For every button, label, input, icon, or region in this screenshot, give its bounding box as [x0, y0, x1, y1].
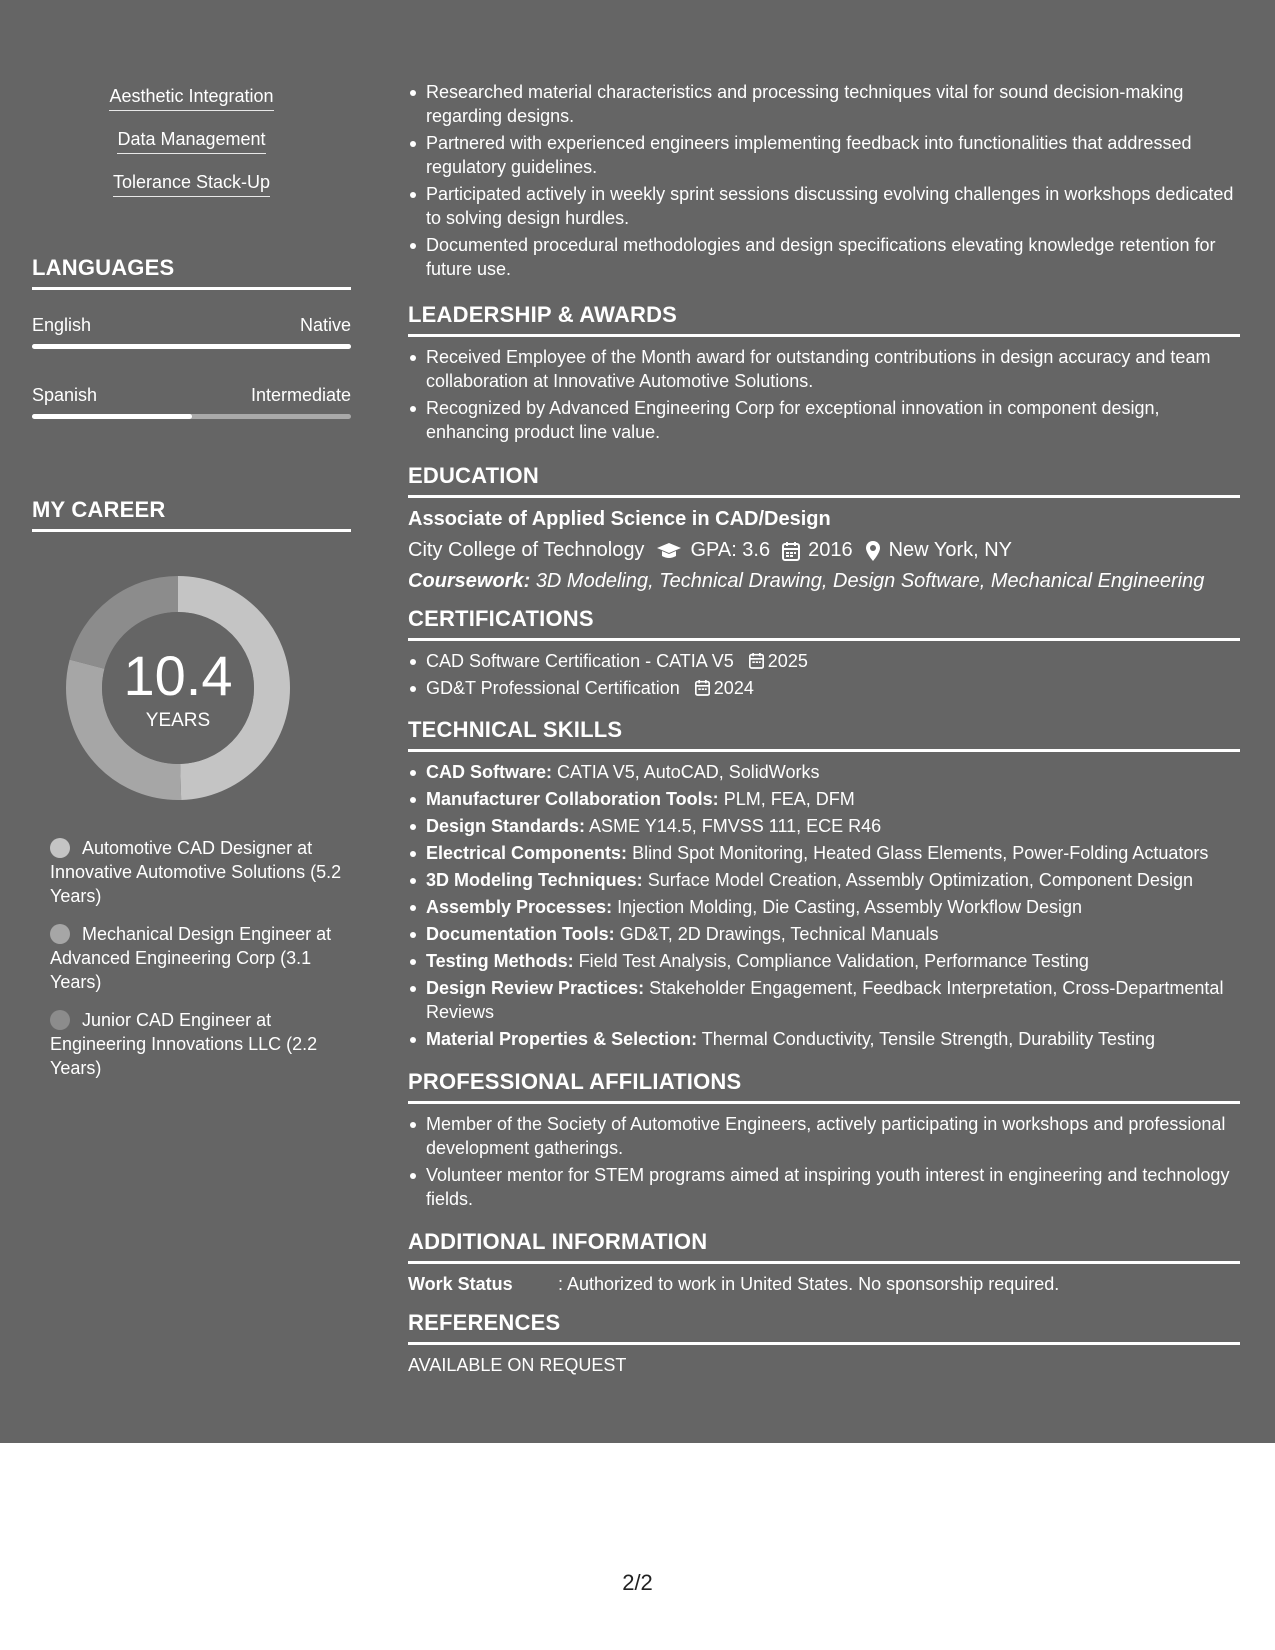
- career-item: [50, 922, 350, 994]
- tech-skill-value: Injection Molding, Die Casting, Assembly Workflow Design: [617, 897, 1082, 917]
- leadership-section: [408, 302, 1240, 447]
- tech-skill-item: [408, 787, 1240, 811]
- coursework-label: Coursework:: [408, 570, 531, 592]
- certification-name: CAD Software Certification - CATIA V5: [426, 651, 734, 671]
- career-item: [50, 836, 350, 908]
- tech-skill-item: [408, 922, 1240, 946]
- language-bar-fill: [32, 414, 192, 419]
- tech-skill-value: Thermal Conductivity, Tensile Strength, Durability Testing: [701, 1029, 1155, 1049]
- language-bar: [32, 414, 351, 419]
- affiliation-item: Volunteer mentor for STEM programs aimed at inspiring youth interest in engineering and technology fields.: [408, 1163, 1240, 1211]
- tech-skill-item: [408, 976, 1240, 1024]
- tech-skill-label: Design Review Practices:: [426, 978, 645, 998]
- tech-skill-label: Testing Methods:: [426, 951, 574, 971]
- tech-skill-item: [408, 814, 1240, 838]
- tech-skill-label: Design Standards:: [426, 816, 586, 836]
- leadership-item: Recognized by Advanced Engineering Corp for exceptional innovation in component design, enhancing product line value.: [408, 396, 1240, 444]
- references-text: AVAILABLE ON REQUEST: [408, 1355, 627, 1375]
- language-level: Intermediate: [250, 385, 351, 405]
- experience-bullet: Partnered with experienced engineers implementing feedback into functionalities that addressed regulatory guidelines.: [408, 131, 1240, 179]
- career-list: [50, 836, 350, 1094]
- language-bar-fill: [32, 344, 351, 349]
- career-item: [50, 1008, 350, 1080]
- work-status-row: [408, 1274, 1240, 1298]
- leadership-heading: LEADERSHIP & AWARDS: [408, 302, 1240, 337]
- career-total-unit: YEARS: [145, 710, 211, 731]
- language-bar: [32, 344, 351, 349]
- tech-skill-item: [408, 841, 1240, 865]
- graduation-cap-icon: [656, 542, 682, 560]
- technical-skills-heading: TECHNICAL SKILLS: [408, 717, 1240, 752]
- skill-list: [32, 86, 351, 215]
- education-school: City College of Technology: [408, 539, 645, 561]
- tech-skill-label: CAD Software:: [426, 762, 553, 782]
- languages-heading: LANGUAGES: [32, 255, 351, 290]
- career-dot-icon: [50, 924, 70, 944]
- experience-continued: [408, 80, 1240, 284]
- tech-skill-label: Manufacturer Collaboration Tools:: [426, 789, 719, 809]
- experience-bullet: Researched material characteristics and processing techniques vital for sound decision-making regarding designs.: [408, 80, 1240, 128]
- education-location: New York, NY: [888, 539, 1012, 561]
- technical-skills-section: [408, 717, 1240, 1054]
- skill-item: Aesthetic Integration: [109, 86, 273, 111]
- additional-info-section: [408, 1229, 1240, 1298]
- page-number: 2/2: [622, 1570, 653, 1595]
- certification-year: 2025: [767, 651, 808, 671]
- calendar-icon: [749, 652, 764, 669]
- education-heading: EDUCATION: [408, 463, 1240, 498]
- calendar-icon: [695, 679, 710, 696]
- education-year: 2016: [808, 539, 853, 561]
- tech-skill-label: Documentation Tools:: [426, 924, 615, 944]
- career-dot-icon: [50, 838, 70, 858]
- tech-skill-item: [408, 760, 1240, 784]
- experience-bullet: Documented procedural methodologies and design specifications elevating knowledge retention for future use.: [408, 233, 1240, 281]
- education-section: [408, 463, 1240, 593]
- certification-item: [408, 649, 1240, 673]
- affiliations-section: [408, 1069, 1240, 1214]
- certification-item: [408, 676, 1240, 700]
- experience-bullet: Participated actively in weekly sprint sessions discussing evolving challenges in workshops dedicated to solving design hurdles.: [408, 182, 1240, 230]
- certifications-section: [408, 606, 1240, 703]
- tech-skill-label: Electrical Components:: [426, 843, 628, 863]
- certifications-heading: CERTIFICATIONS: [408, 606, 1240, 641]
- career-total-value: 10.4: [123, 644, 233, 707]
- affiliation-item: Member of the Society of Automotive Engineers, actively participating in workshops and professional development gatherings.: [408, 1112, 1240, 1160]
- tech-skill-value: PLM, FEA, DFM: [723, 789, 855, 809]
- language-level: Native: [299, 315, 351, 335]
- tech-skill-item: [408, 949, 1240, 973]
- career-item-text: Mechanical Design Engineer at Advanced Engineering Corp (3.1 Years): [50, 924, 332, 992]
- work-status-value: : Authorized to work in United States. No sponsorship required.: [558, 1274, 1060, 1294]
- tech-skill-value: Surface Model Creation, Assembly Optimization, Component Design: [647, 870, 1193, 890]
- references-heading: REFERENCES: [408, 1310, 1240, 1345]
- tech-skill-label: Material Properties & Selection:: [426, 1029, 698, 1049]
- career-dot-icon: [50, 1010, 70, 1030]
- education-details: [408, 539, 1240, 562]
- certification-name: GD&T Professional Certification: [426, 678, 680, 698]
- education-coursework: [408, 570, 1240, 593]
- tech-skill-value: Stakeholder Engagement, Feedback Interpretation, Cross-Departmental Reviews: [426, 978, 1224, 1022]
- career-item-text: Junior CAD Engineer at Engineering Innovations LLC (2.2 Years): [50, 1010, 318, 1078]
- language-name: English: [32, 315, 92, 335]
- education-gpa: GPA: 3.6: [690, 539, 771, 561]
- references-section: [408, 1310, 1240, 1376]
- tech-skill-item: [408, 1027, 1240, 1051]
- career-item-text: Automotive CAD Designer at Innovative Automotive Solutions (5.2 Years): [50, 838, 342, 906]
- tech-skill-value: Field Test Analysis, Compliance Validation, Performance Testing: [578, 951, 1089, 971]
- affiliations-heading: PROFESSIONAL AFFILIATIONS: [408, 1069, 1240, 1104]
- skill-item: Tolerance Stack-Up: [113, 172, 270, 197]
- location-pin-icon: [865, 540, 881, 562]
- skill-item: Data Management: [117, 129, 265, 154]
- tech-skill-item: [408, 895, 1240, 919]
- tech-skill-item: [408, 868, 1240, 892]
- tech-skill-value: ASME Y14.5, FMVSS 111, ECE R46: [589, 816, 882, 836]
- tech-skill-label: 3D Modeling Techniques:: [426, 870, 643, 890]
- tech-skill-value: GD&T, 2D Drawings, Technical Manuals: [619, 924, 939, 944]
- tech-skill-label: Assembly Processes:: [426, 897, 613, 917]
- calendar-icon: [782, 541, 800, 561]
- additional-info-heading: ADDITIONAL INFORMATION: [408, 1229, 1240, 1264]
- tech-skill-value: CATIA V5, AutoCAD, SolidWorks: [557, 762, 820, 782]
- career-heading: MY CAREER: [32, 497, 351, 532]
- education-degree: Associate of Applied Science in CAD/Design: [408, 508, 831, 530]
- leadership-item: Received Employee of the Month award for outstanding contributions in design accuracy and team collaboration at Innovative Automotive Solutions.: [408, 345, 1240, 393]
- work-status-label: Work Status: [408, 1274, 513, 1294]
- language-name: Spanish: [32, 385, 98, 405]
- certification-year: 2024: [713, 678, 754, 698]
- coursework-value: 3D Modeling, Technical Drawing, Design Software, Mechanical Engineering: [535, 570, 1205, 592]
- career-donut-chart: [66, 576, 290, 800]
- tech-skill-value: Blind Spot Monitoring, Heated Glass Elements, Power-Folding Actuators: [632, 843, 1209, 863]
